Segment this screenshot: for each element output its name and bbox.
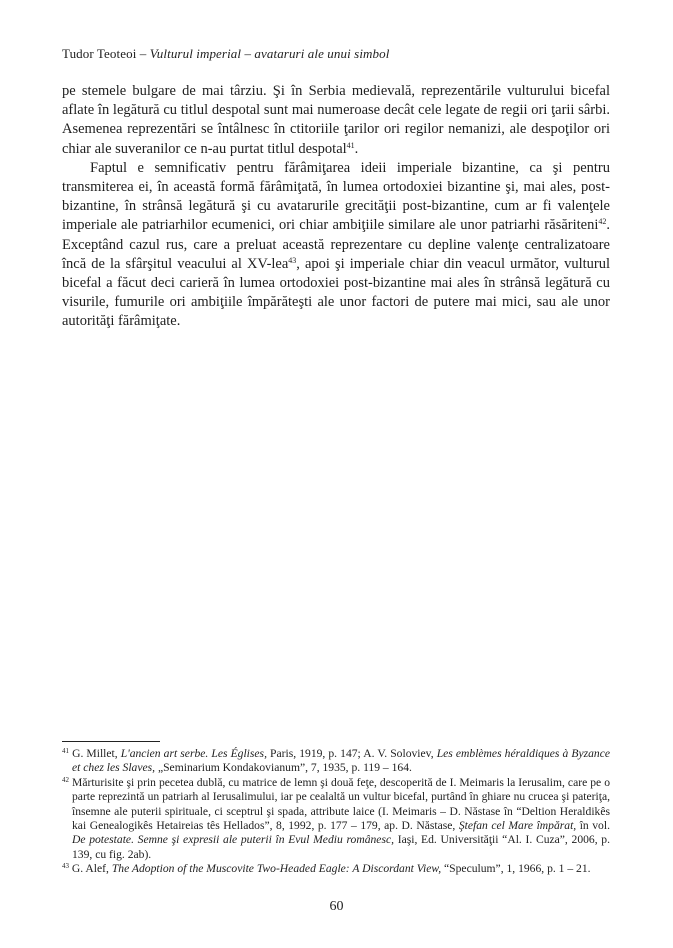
main-text [62,82,610,332]
paragraph-1-end: . [354,140,359,157]
footnote-italic: Ştefan cel Mare împărat, [458,819,577,833]
footnote-text: “Speculum”, 1, 1966, p. 1 – 21. [441,862,591,876]
footnote-text: „Seminarium Kondakovianum”, 7, 1935, p. 119 – 164. [155,761,412,775]
footnote-43 [62,862,610,876]
footnote-text: G. Millet, [69,747,121,760]
page-number: 60 [329,899,344,914]
footnote-italic: Les emblèmes héraldiques à Byzance et chez les Slaves, [72,747,611,775]
paragraph-2 [62,159,610,332]
footnote-number: 42 [62,775,69,784]
header-title: Vulturul imperial – avataruri ale unui simbol [149,46,390,61]
footnote-ref-43[interactable]: 43 [288,255,297,265]
footnote-number: 41 [62,747,69,755]
paragraph-2-part-a: Faptul e semnificativ pentru fărâmiţarea ideii imperiale bizantine, ca şi pentru transmiterea ei, în această formă fărâmiţată, în lumea ortodoxiei bizantine şi, mai ales, post-bizantine, în strânsă legătură şi cu avatarurile grecităţii post-bizantine, cum ar fi valenţele imperiale ale patriarhilor ecumenici, ori chiar ambiţiile similare ale unor patriarhi răsăriteni [62,159,610,234]
footnote-text: Iaşi, Ed. Universităţii “Al. I. Cuza”, 2006, p. 139, cu fig. 2ab). [72,833,611,861]
paragraph-1 [62,82,610,159]
footnote-italic: L'ancien art serbe. Les Églises, [120,747,267,760]
running-header [62,46,389,62]
footnote-separator [62,741,160,742]
footnote-number: 43 [62,862,69,871]
footnote-text: Paris, 1919, p. 147; A. V. Soloviev, [266,747,437,760]
footnote-text: G. Alef, [69,862,112,876]
footnote-41 [62,747,610,776]
footnote-ref-42[interactable]: 42 [598,217,607,227]
paragraph-2-part-c: , apoi şi imperiale chiar din veacul următor, vulturul bicefal a făcut deci carieră în lumea ortodoxiei post-bizantine mai ales în strânsă legătură cu visurile, fumurile ori ambiţiile împărăteşti ale unor factori de putere mai mici, sau ale unor autorităţi fărâmiţate. [62,255,610,330]
paragraph-2-part-b: . Exceptând cazul rus, care a preluat această reprezentare cu depline valenţe centralizatoare încă de la sfârşitul veacului al XV-lea [62,217,610,272]
footnote-text: în vol. [576,819,610,833]
footnote-42 [62,776,610,862]
footnote-italic: De potestate. Semne şi expresii ale puterii în Evul Mediu românesc, [72,833,395,847]
footnote-ref-41[interactable]: 41 [346,140,355,150]
paragraph-1-text: pe stemele bulgare de mai târziu. Şi în Serbia medievală, reprezentările vulturului bicefal aflate în legătură cu titlul despotal sunt mai numeroase decât cele legate de regii ori ţarii sârbi. Asemenea reprezentări se întâlnesc în ctitoriile ţarilor ori regilor nemanizi, ale despoţilor ori chiar ale suveranilor ce n-au purtat titlul despotal [62,83,610,157]
header-author: Tudor Teoteoi – [62,46,150,61]
footnote-text: Mărturisite şi prin pecetea dublă, cu matrice de lemn şi două feţe, descoperită de I. Meimaris la Ierusalim, care pe o parte reprezintă un patriarh al Ierusalimului, iar pe cealaltă un vultur bicefal, purtând în ghiare nu crucea şi pateriţa, însemne ale puterii spirituale, ci sceptrul şi spada, attribute laice (I. Meimaris – D. Năstase în “Deltion Heraldikês kai Genealogikês Hetaireias tês Hellados”, 8, 1992, p. 177 – 179, ap. D. Năstase, [69,775,610,833]
footnotes [62,747,610,877]
footnote-italic: The Adoption of the Muscovite Two-Headed Eagle: A Discordant View, [111,862,442,876]
